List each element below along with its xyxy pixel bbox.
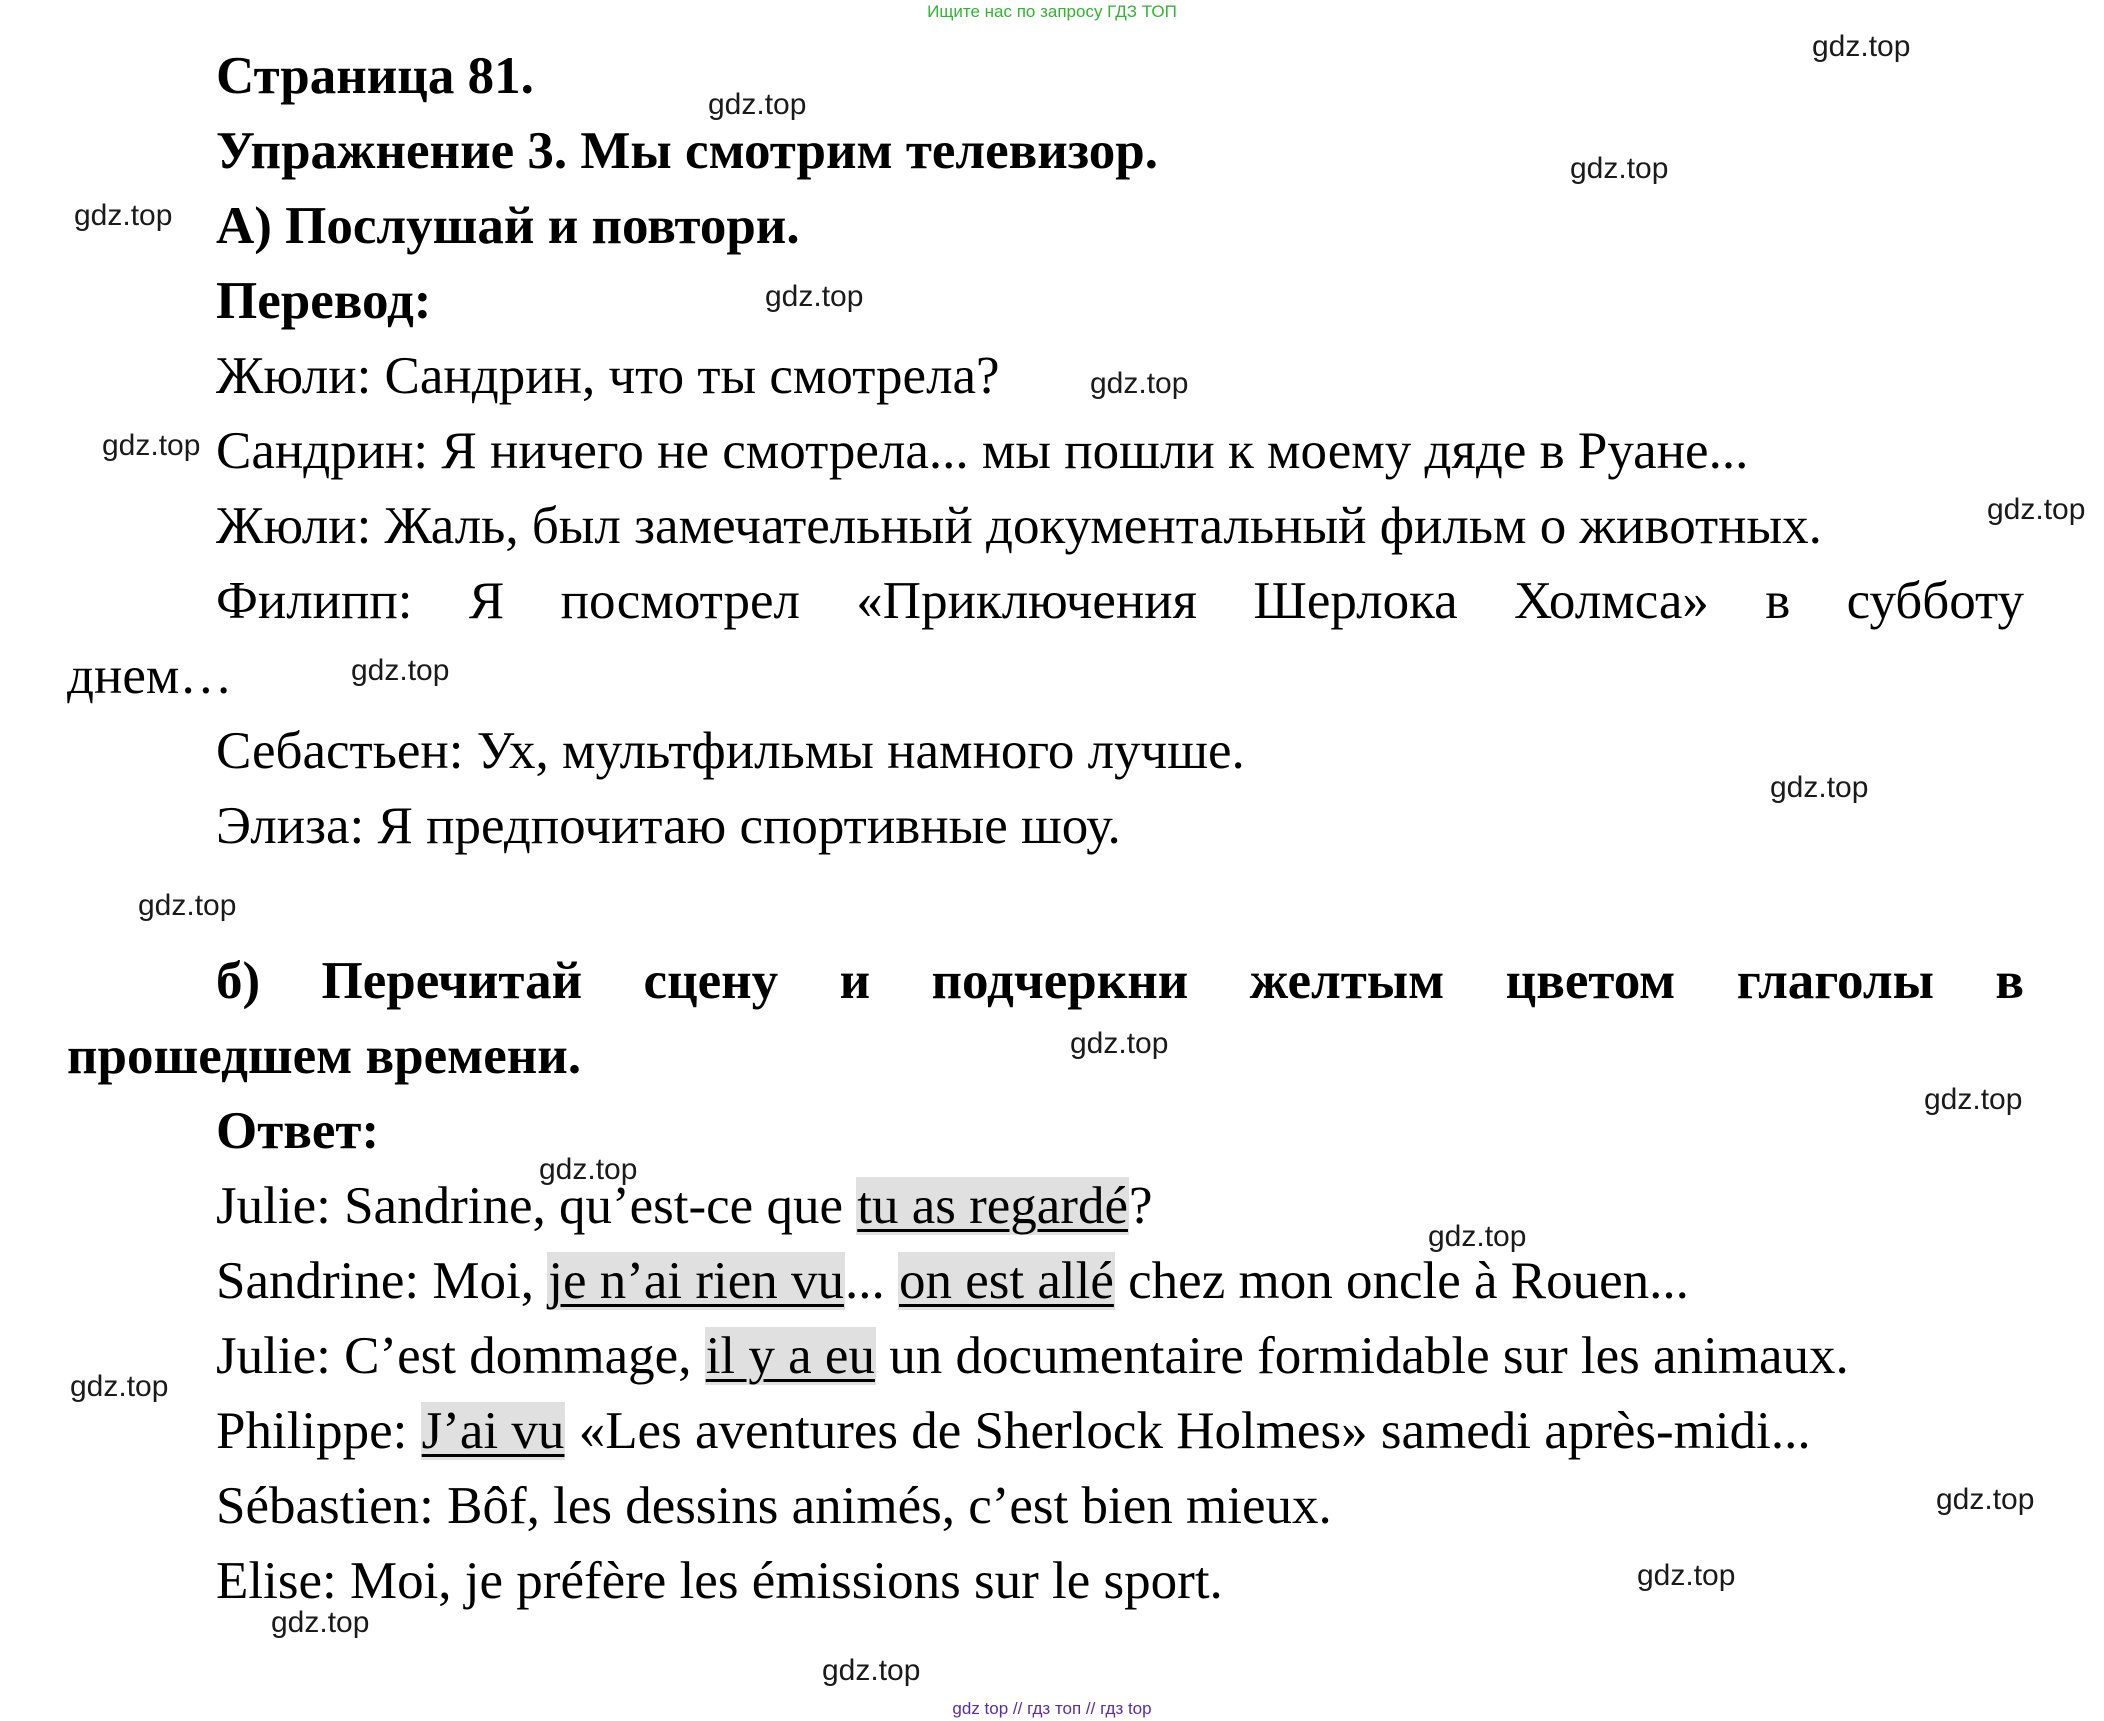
top-banner[interactable]: Ищите нас по запросу ГДЗ ТОП [927, 2, 1177, 21]
answer-line-sandrine [216, 1250, 1689, 1312]
answer-line-elise: Elise: Moi, je préfère les émissions sur le sport. [216, 1552, 1223, 1610]
watermark: gdz.top [1090, 367, 1189, 400]
answer-line-julie-1 [216, 1175, 1153, 1237]
highlighted-verb: on est allé [899, 1252, 1114, 1310]
task-b-heading-cont: прошедшем времени. [67, 1027, 582, 1085]
page-title: Страница 81. [216, 47, 534, 105]
footer-links[interactable]: gdz top // гдз топ // гдз top [952, 1699, 1152, 1718]
watermark: gdz.top [1936, 1483, 2035, 1516]
answer-text: Julie: C’est dommage, [216, 1327, 705, 1385]
highlighted-verb: il y a eu [705, 1327, 875, 1385]
translation-line-julie-1: Жюли: Сандрин, что ты смотрела? [216, 347, 1000, 405]
answer-text: ... [845, 1252, 899, 1310]
watermark: gdz.top [1987, 493, 2086, 526]
watermark: gdz.top [1770, 771, 1869, 804]
watermark: gdz.top [102, 429, 201, 462]
answer-line-julie-2 [216, 1325, 1849, 1387]
highlighted-verb: J’ai vu [421, 1402, 565, 1460]
answer-text: Sandrine: Moi, [216, 1252, 548, 1310]
translation-line-elise: Элиза: Я предпочитаю спортивные шоу. [216, 797, 1121, 855]
translation-line-sebastien: Себастьен: Ух, мультфильмы намного лучше. [216, 722, 1245, 780]
watermark: gdz.top [539, 1153, 638, 1186]
translation-line-julie-2: Жюли: Жаль, был замечательный документальный фильм о животных. [216, 497, 1822, 555]
answer-text: Philippe: [216, 1402, 421, 1460]
translation-line-sandrine: Сандрин: Я ничего не смотрела... мы пошли к моему дяде в Руане... [216, 422, 1749, 480]
watermark: gdz.top [1570, 152, 1669, 185]
answer-text: chez mon oncle à Rouen... [1114, 1252, 1689, 1310]
answer-text: ? [1128, 1177, 1153, 1235]
answer-line-philippe [216, 1400, 1811, 1462]
watermark: gdz.top [351, 654, 450, 687]
translation-line-philippe: Филипп: Я посмотрел «Приключения Шерлока Холмса» в субботу [216, 572, 2024, 630]
watermark: gdz.top [1924, 1083, 2023, 1116]
watermark: gdz.top [708, 88, 807, 121]
watermark: gdz.top [74, 199, 173, 232]
exercise-title: Упражнение 3. Мы смотрим телевизор. [216, 122, 1159, 180]
highlighted-verb: je n’ai rien vu [548, 1252, 845, 1310]
answer-text: Julie: Sandrine, qu’est-ce que [216, 1177, 857, 1235]
translation-line-philippe-cont: днем… [67, 647, 233, 705]
answer-line-sebastien: Sébastien: Bôf, les dessins animés, c’est bien mieux. [216, 1477, 1332, 1535]
answer-text: un documentaire formidable sur les animaux. [875, 1327, 1849, 1385]
watermark: gdz.top [271, 1606, 370, 1639]
highlighted-verb: tu as regardé [857, 1177, 1128, 1235]
translation-label: Перевод: [216, 272, 432, 330]
watermark: gdz.top [1070, 1027, 1169, 1060]
watermark: gdz.top [1428, 1220, 1527, 1253]
answer-label: Ответ: [216, 1102, 380, 1160]
watermark: gdz.top [765, 280, 864, 313]
watermark: gdz.top [1812, 30, 1911, 63]
task-b-heading: б) Перечитай сцену и подчеркни желтым цветом глаголы в [216, 952, 2024, 1010]
part-a-title: А) Послушай и повтори. [216, 197, 800, 255]
watermark: gdz.top [70, 1370, 169, 1403]
answer-text: «Les aventures de Sherlock Holmes» samedi après-midi... [565, 1402, 1811, 1460]
watermark: gdz.top [1637, 1559, 1736, 1592]
watermark: gdz.top [822, 1654, 921, 1687]
watermark: gdz.top [138, 889, 237, 922]
